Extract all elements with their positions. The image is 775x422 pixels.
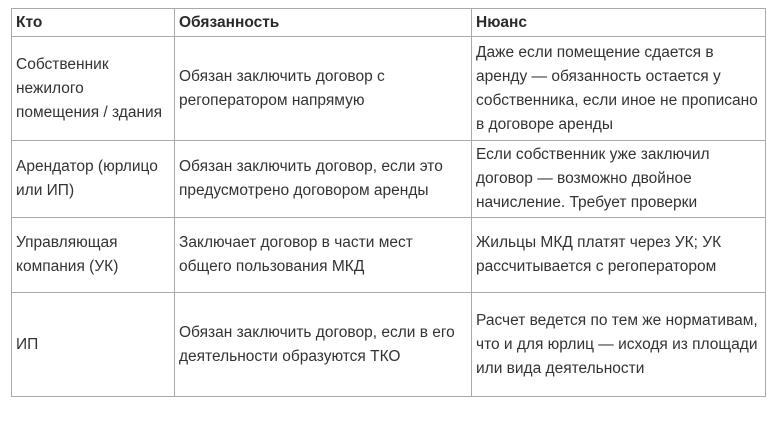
cell-nuance: Если собственник уже заключил договор — возможно двойное начисление. Требует проверки: [472, 141, 766, 218]
header-who: Кто: [12, 9, 175, 37]
obligations-table-container: [11, 8, 766, 397]
table-row: [12, 293, 766, 397]
obligations-table: [11, 8, 766, 397]
table-row: [12, 218, 766, 293]
cell-who: ИП: [12, 293, 175, 397]
table-row: [12, 141, 766, 218]
cell-who: Собственник нежилого помещения / здания: [12, 37, 175, 141]
header-nuance: Нюанс: [472, 9, 766, 37]
cell-nuance: Жильцы МКД платят через УК; УК рассчитывается с регоператором: [472, 218, 766, 293]
cell-who: Управляющая компания (УК): [12, 218, 175, 293]
cell-nuance: Расчет ведется по тем же нормативам, что и для юрлиц — исходя из площади или вида деятельности: [472, 293, 766, 397]
cell-duty: Заключает договор в части мест общего пользования МКД: [175, 218, 472, 293]
cell-nuance: Даже если помещение сдается в аренду — обязанность остается у собственника, если иное не прописано в договоре аренды: [472, 37, 766, 141]
table-row: [12, 37, 766, 141]
cell-duty: Обязан заключить договор, если это предусмотрено договором аренды: [175, 141, 472, 218]
header-duty: Обязанность: [175, 9, 472, 37]
table-header-row: [12, 9, 766, 37]
cell-duty: Обязан заключить договор с регоператором напрямую: [175, 37, 472, 141]
cell-who: Арендатор (юрлицо или ИП): [12, 141, 175, 218]
cell-duty: Обязан заключить договор, если в его деятельности образуются ТКО: [175, 293, 472, 397]
